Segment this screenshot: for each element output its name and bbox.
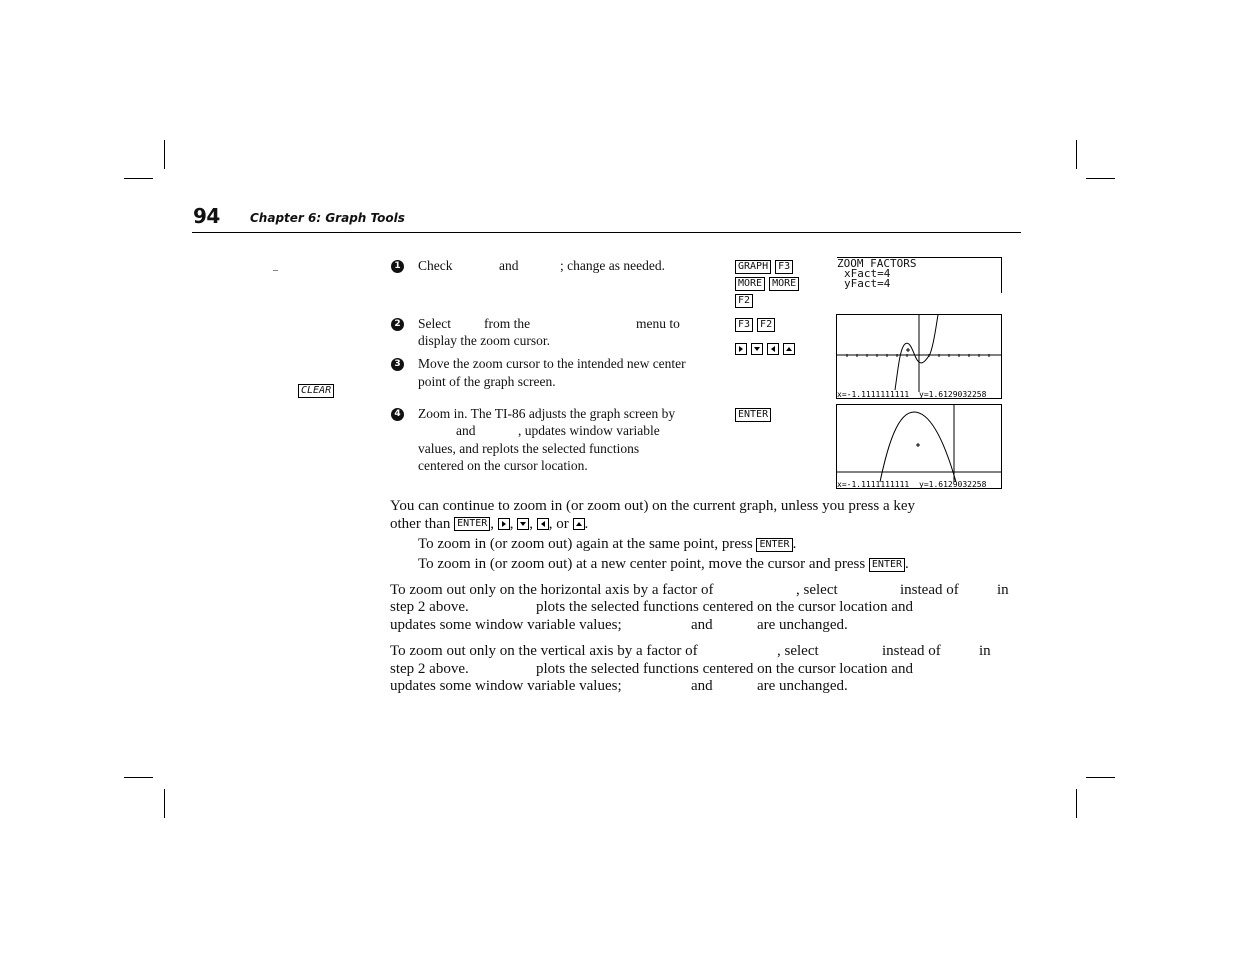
cursor-y-readout: y=1.6129032258	[919, 390, 987, 399]
cursor-y-readout: y=1.6129032258	[919, 480, 987, 489]
screen-border	[837, 405, 1002, 489]
graph-screen-1	[836, 314, 1003, 400]
f3-key: F3	[735, 318, 753, 332]
bullet-same-point: To zoom in (or zoom out) again at the same point, press ENTER .	[418, 536, 797, 552]
down-arrow-key-icon	[751, 343, 763, 355]
step-3-text: Move the zoom cursor to the intended new center point of the graph screen.	[418, 356, 686, 389]
up-arrow-key-icon	[573, 518, 585, 530]
clear-key: CLEAR	[298, 384, 334, 398]
enter-key: ENTER	[869, 558, 905, 572]
margin-dash: –	[273, 265, 278, 276]
step-1-text: Check	[418, 258, 453, 273]
step-number-4: 4	[391, 408, 404, 421]
step-number-3: 3	[391, 358, 404, 371]
up-arrow-key-icon	[783, 343, 795, 355]
crop-mark	[124, 777, 153, 778]
f2-key: F2	[757, 318, 775, 332]
left-arrow-key-icon	[767, 343, 779, 355]
right-arrow-key-icon	[735, 343, 747, 355]
step-1-keys	[735, 258, 799, 309]
cursor-x-readout: x=-1.1111111111	[837, 480, 910, 489]
bullet-new-point: To zoom in (or zoom out) at a new center point, move the cursor and press ENTER .	[418, 556, 909, 572]
step-4-keys	[735, 406, 771, 424]
chapter-title: Chapter 6: Graph Tools	[250, 211, 405, 225]
graph-key: GRAPH	[735, 260, 771, 274]
f3-key: F3	[775, 260, 793, 274]
more-key: MORE	[769, 277, 799, 291]
crop-mark	[124, 178, 153, 179]
crop-mark	[1086, 777, 1115, 778]
graph-screen-2	[836, 404, 1003, 490]
right-arrow-key-icon	[498, 518, 510, 530]
zoom-cursor-icon	[916, 443, 920, 447]
screen-title: ZOOM FACTORS	[837, 257, 917, 270]
page-number: 94	[193, 204, 220, 228]
down-arrow-key-icon	[517, 518, 529, 530]
cursor-x-readout: x=-1.1111111111	[837, 390, 910, 399]
zoom-factors-screen	[837, 257, 1002, 293]
horizontal-zoom-paragraph: To zoom out only on the horizontal axis by a factor of	[390, 582, 714, 598]
header-rule	[192, 232, 1021, 233]
vertical-zoom-paragraph: To zoom out only on the vertical axis by a factor of	[390, 643, 698, 659]
crop-mark	[1076, 140, 1077, 169]
step-3-keys	[735, 340, 795, 358]
enter-key: ENTER	[735, 408, 771, 422]
crop-mark	[164, 789, 165, 818]
function-curve	[895, 315, 938, 390]
f2-key: F2	[735, 294, 753, 308]
crop-mark	[1086, 178, 1115, 179]
zoom-cursor-icon	[906, 348, 910, 352]
step-number-1: 1	[391, 260, 404, 273]
continue-zoom-paragraph: You can continue to zoom in (or zoom out) on the current graph, unless you press a key other than ENTER , , , , or .	[390, 498, 916, 532]
yfact-value: yFact=4	[844, 277, 891, 290]
step-number-2: 2	[391, 318, 404, 331]
xfact-value: xFact=4	[844, 267, 891, 280]
clear-key-note	[298, 382, 334, 400]
more-key: MORE	[735, 277, 765, 291]
crop-mark	[164, 140, 165, 169]
enter-key: ENTER	[756, 538, 792, 552]
left-arrow-key-icon	[537, 518, 549, 530]
step-2-keys	[735, 316, 775, 334]
crop-mark	[1076, 789, 1077, 818]
enter-key: ENTER	[454, 517, 490, 531]
